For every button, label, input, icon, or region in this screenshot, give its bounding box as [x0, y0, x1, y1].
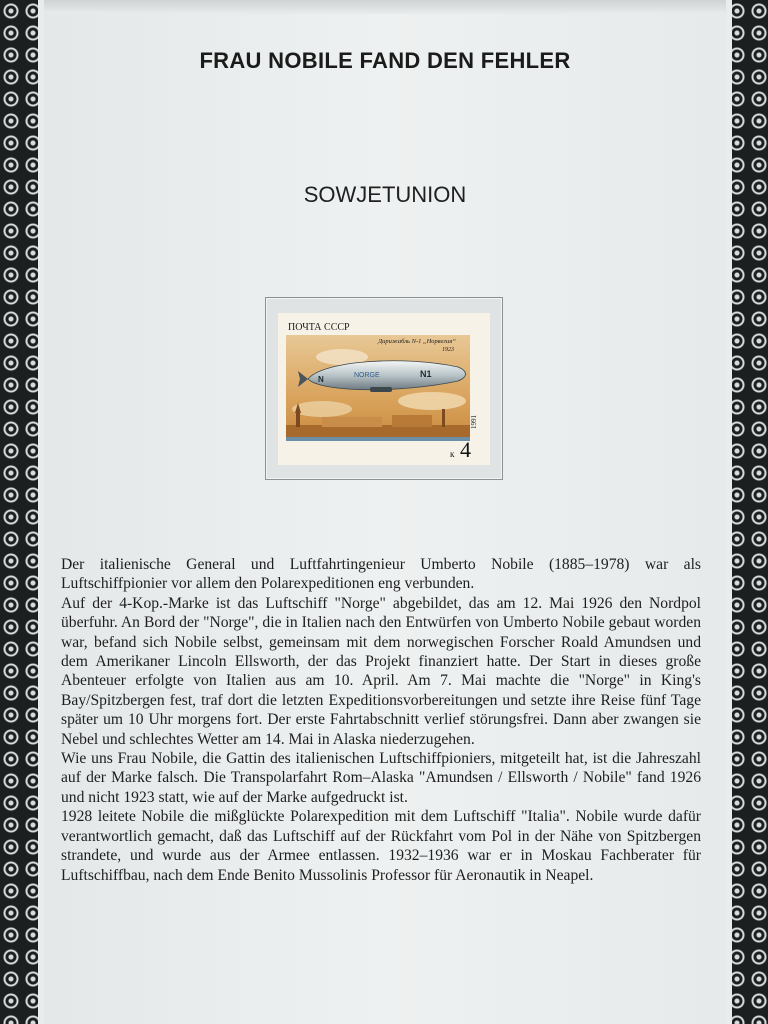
page-subtitle: SOWJETUNION: [303, 182, 467, 207]
paragraph: Auf der 4-Kop.-Marke ist das Luftschiff "Norge" abgebildet, das am 12. Mai 1926 den Nordpol überfuhr. An Bord der "Norge", die in Italien nach den Entwürfen von Umberto Nobile gebaut worden war, befand sich Nobile selbst, gemeinsam mit dem norwegischen Forscher Roald Amundsen und dem Amerikaner Lincoln Ellsworth, der das Projekt finanziert hatte. Der Start in dieses große Abenteuer erfolgte von Italien aus am 10. April. Am 7. Mai machte die "Norge" in King's Bay/Spitzbergen fest, traf dort die letzten Expeditionsvorbereitungen und setzte ihre Reise fünf Tage später um 10 Uhr morgens fort. Der erste Fahrtabschnitt verlief störungsfrei. Dann aber zwangen sie Nebel und schlechtes Wetter am 14. Mai in Alaska niederzugehen.: [61, 594, 701, 748]
cloud: [292, 401, 352, 417]
page-title: FRAU NOBILE FAND DEN FEHLER: [199, 48, 571, 73]
airship-number: N1: [420, 369, 432, 379]
paragraph: Wie uns Frau Nobile, die Gattin des italienischen Luftschiffpioniers, mitgeteilt hat, ist die Jahreszahl auf der Marke falsch. Die Transpolarfahrt Rom–Alaska "Amundsen / Ellsworth / Nobile" fand 1926 und nicht 1923 statt, wie auf der Marke aufgedruckt ist.: [61, 750, 701, 806]
airship-lettering: NORGE: [354, 372, 380, 379]
album-page: [44, 0, 726, 1024]
stamp-mount: [265, 297, 503, 480]
stamp-caption-year: 1923: [442, 347, 454, 353]
paragraph: 1928 leitete Nobile die mißglückte Polarexpedition mit dem Luftschiff "Italia". Nobile wurde dafür verantwortlich gemacht, daß das Luftschiff auf der Rückfahrt vom Pol in der Nähe von Spitzbergen strandete, und wurde aus der Armee entlassen. 1932–1936 war er in Moskau Fachberater für Luftschiffbau, nach dem Ende Benito Mussolinis Professor für Aeronautik in Neapel.: [61, 808, 701, 884]
article-text: [61, 555, 701, 885]
top-ornament: [44, 0, 726, 14]
paragraph: Der italienische General und Luftfahrtingenieur Umberto Nobile (1885–1978) war als Luftschiffpionier vor allem den Polarexpeditionen eng verbunden.: [61, 556, 701, 593]
stamp-currency: к: [450, 449, 455, 459]
stamp-country: ПОЧТА СССР: [288, 322, 350, 333]
svg-text:N: N: [318, 375, 324, 384]
stamp-caption: Дирижабль N-1 „Норвегия“: [378, 338, 456, 345]
ornamental-border-left: [0, 0, 44, 1024]
stamp: [278, 313, 490, 465]
stamp-value: 4: [460, 437, 471, 461]
stamp-illustration: [282, 317, 486, 461]
ornamental-border-right: [726, 0, 768, 1024]
cloud: [398, 392, 466, 410]
stamp-year: 1991: [470, 415, 478, 429]
